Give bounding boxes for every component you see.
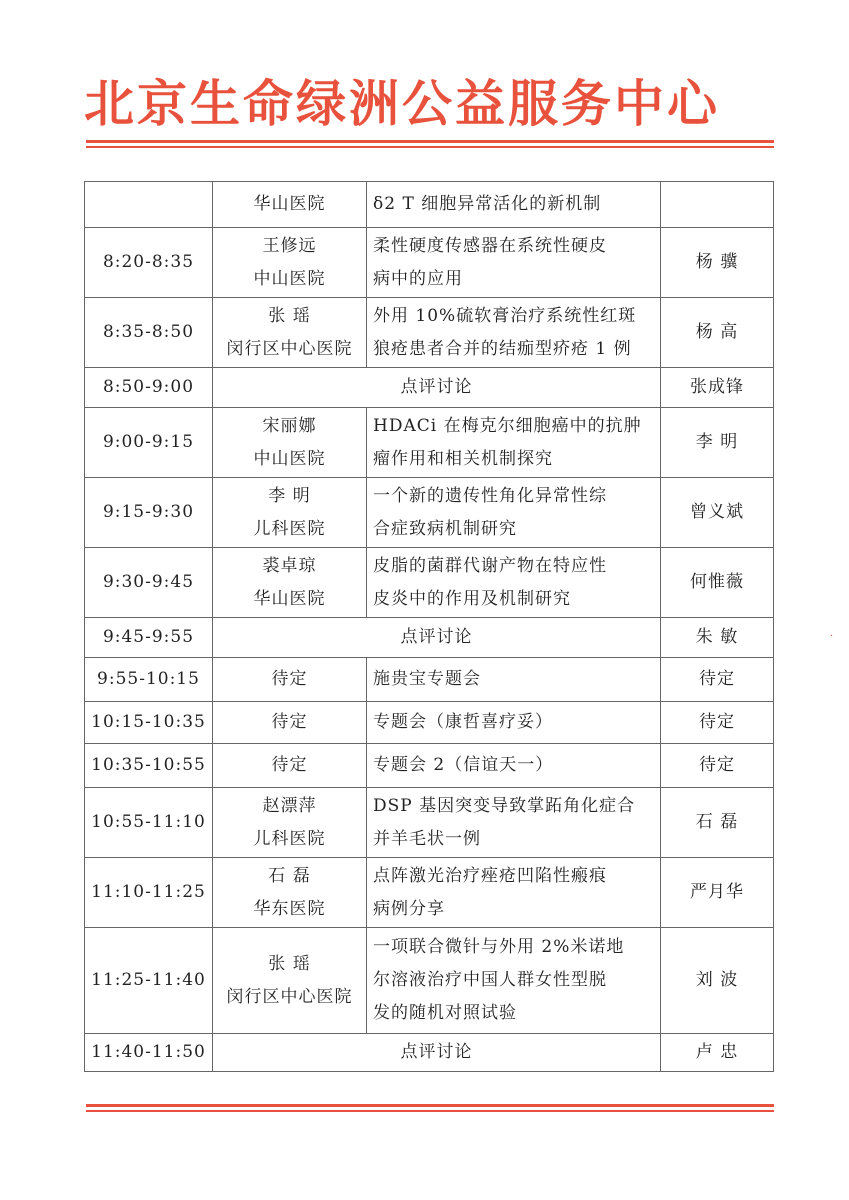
time-slot: 10:15-10:35 [85,702,213,744]
topic-line: 皮脂的菌群代谢产物在特应性 [373,555,607,576]
topic-cell [367,228,661,298]
table-row [85,548,774,618]
topic-line: 专题会（康哲喜疗妥） [373,712,553,732]
topic-cell [367,858,661,928]
topic-line: DSP 基因突变导致掌跖角化症合 [373,795,636,816]
topic-cell [367,928,661,1034]
topic-line: 点阵激光治疗痤疮凹陷性瘢痕 [373,865,607,886]
table-row [85,298,774,368]
moderator-name: 待定 [661,658,774,702]
table-row [85,1034,774,1072]
moderator-name: 卢 忠 [661,1034,774,1072]
speaker-name: 张 瑶 [268,953,311,974]
topic-line: δ2 T 细胞异常活化的新机制 [373,194,602,214]
speaker-cell [213,408,367,478]
time-slot: 9:30-9:45 [85,548,213,618]
moderator-name: 朱 敏 [661,618,774,658]
speaker-affiliation: 中山医院 [253,268,326,289]
moderator-name: 严月华 [661,858,774,928]
time-slot: 11:25-11:40 [85,928,213,1034]
topic-line: 施贵宝专题会 [373,669,481,689]
moderator-name [661,182,774,228]
topic-line: HDACi 在梅克尔细胞癌中的抗肿 [373,415,642,436]
table-row [85,788,774,858]
speaker-cell [213,658,367,702]
speaker-affiliation: 闵行区中心医院 [226,338,353,359]
table-row [85,618,774,658]
speaker-name: 裘卓琼 [262,555,317,576]
table-row [85,368,774,408]
topic-cell [367,658,661,702]
speaker-name: 待定 [271,755,308,775]
speaker-name: 待定 [271,712,308,732]
time-slot: 10:35-10:55 [85,744,213,788]
topic-cell [367,408,661,478]
topic-cell [367,702,661,744]
speaker-affiliation: 华东医院 [253,898,326,919]
topic-cell [367,298,661,368]
speaker-affiliation: 儿科医院 [253,828,326,849]
table-row [85,182,774,228]
topic-line: 柔性硬度传感器在系统性硬皮 [373,235,607,256]
topic-line: 并羊毛状一例 [373,828,481,849]
speaker-cell [213,298,367,368]
speaker-affiliation: 儿科医院 [253,518,326,539]
speaker-name: 石 磊 [268,865,311,886]
speaker-name: 华山医院 [253,194,326,214]
time-slot: 11:40-11:50 [85,1034,213,1072]
speaker-cell [213,702,367,744]
time-slot: 11:10-11:25 [85,858,213,928]
discussion-label: 点评讨论 [213,1034,661,1072]
topic-line: 病例分享 [373,898,445,919]
time-slot: 9:45-9:55 [85,618,213,658]
speaker-affiliation: 中山医院 [253,448,326,469]
time-slot: 9:55-10:15 [85,658,213,702]
topic-line: 专题会 2（信谊天一） [373,755,554,775]
topic-cell [367,182,661,228]
speaker-cell [213,788,367,858]
moderator-name: 刘 波 [661,928,774,1034]
moderator-name: 待定 [661,702,774,744]
topic-line: 发的随机对照试验 [373,1003,517,1023]
time-slot: 10:55-11:10 [85,788,213,858]
discussion-label: 点评讨论 [213,618,661,658]
time-slot: 9:00-9:15 [85,408,213,478]
topic-cell [367,744,661,788]
table-row [85,702,774,744]
header-rule [86,140,774,143]
table-row [85,408,774,478]
speaker-cell [213,744,367,788]
speaker-cell [213,182,367,228]
time-slot: 9:15-9:30 [85,478,213,548]
speaker-name: 待定 [271,669,308,689]
header-rule-thin [86,146,774,148]
speaker-name: 张 瑶 [268,305,311,326]
page-title: 北京生命绿洲公益服务中心 [84,75,720,133]
speaker-cell [213,478,367,548]
table-row [85,658,774,702]
topic-line: 皮炎中的作用及机制研究 [373,588,571,609]
speaker-affiliation: 华山医院 [253,588,326,609]
topic-line: 合症致病机制研究 [373,518,517,539]
speaker-name: 宋丽娜 [262,415,317,436]
table-row [85,478,774,548]
speaker-name: 赵漂萍 [262,795,317,816]
topic-line: 尔溶液治疗中国人群女性型脱 [373,970,607,990]
moderator-name: 何惟薇 [661,548,774,618]
topic-line: 一项联合微针与外用 2%米诺地 [373,937,625,957]
speaker-name: 王修远 [262,235,317,256]
moderator-name: 待定 [661,744,774,788]
time-slot: 8:20-8:35 [85,228,213,298]
time-slot: 8:50-9:00 [85,368,213,408]
moderator-name: 曾义斌 [661,478,774,548]
schedule-table [84,181,774,1072]
speaker-affiliation: 闵行区中心医院 [226,986,353,1007]
table-row [85,228,774,298]
time-slot: 8:35-8:50 [85,298,213,368]
speaker-cell [213,228,367,298]
stray-mark: · [830,631,834,642]
topic-line: 瘤作用和相关机制探究 [373,448,553,469]
speaker-cell [213,548,367,618]
topic-cell [367,548,661,618]
topic-cell [367,788,661,858]
table-row [85,744,774,788]
topic-line: 外用 10%硫软膏治疗系统性红斑 [373,305,637,326]
moderator-name: 杨 骥 [661,228,774,298]
table-row [85,858,774,928]
topic-line: 病中的应用 [373,268,463,289]
topic-line: 狼疮患者合并的结痂型疥疮 1 例 [373,338,632,359]
speaker-name: 李 明 [268,485,311,506]
moderator-name: 张成锋 [661,368,774,408]
footer-rule [86,1104,774,1107]
topic-cell [367,478,661,548]
time-slot [85,182,213,228]
speaker-cell [213,858,367,928]
moderator-name: 杨 高 [661,298,774,368]
moderator-name: 石 磊 [661,788,774,858]
topic-line: 一个新的遗传性角化异常性综 [373,485,607,506]
table-row [85,928,774,1034]
footer-rule-thin [86,1110,774,1112]
moderator-name: 李 明 [661,408,774,478]
speaker-cell [213,928,367,1034]
discussion-label: 点评讨论 [213,368,661,408]
